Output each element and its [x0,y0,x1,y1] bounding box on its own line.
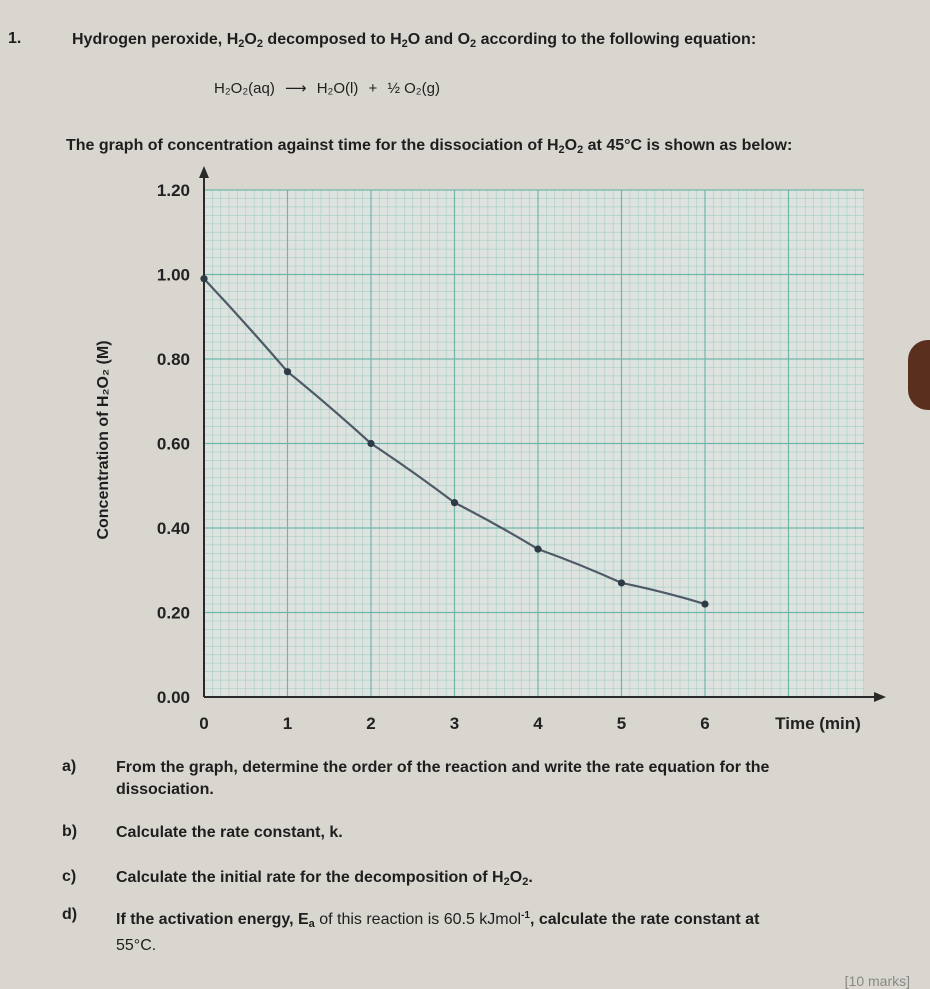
question-number: 1. [8,30,22,47]
x-tick-label: 3 [449,714,460,733]
data-point [200,275,207,282]
y-axis-label: Concentration of H₂O₂ (M) [95,340,112,540]
part-c-label: c) [62,868,77,885]
x-tick-label: 5 [616,714,627,733]
part-c-text: Calculate the initial rate for the decomposition of $H_2O_2$. [116,869,533,888]
data-point [534,546,541,553]
h2o2-formula: $H_2O_2$ [546,137,584,156]
x-tick-label: 0 [199,714,209,733]
part-b-label: b) [62,823,78,840]
y-tick-label: 0.40 [156,519,190,538]
y-tick-label: 0.80 [156,350,190,369]
part-d-text: If the activation energy, $E_a$ of this reaction is 60.5 kJmol$^{-1}$, calculate the rate constant at 55°C. [116,910,760,954]
y-axis-arrow [199,166,209,178]
data-point [701,600,708,607]
marks-label: [10 marks] [844,973,910,989]
h2o2-formula: $H_2O_2$ [226,31,263,50]
y-tick-label: 0.60 [156,434,190,454]
x-tick-label: 1 [282,714,293,733]
x-axis-arrow [874,692,886,702]
h2o-formula: $H_2O$ [390,31,421,50]
reaction-equation: H₂O₂(aq) ⟶ H₂O(l) + ½ O₂(g) [214,80,440,97]
y-tick-label: 0.20 [156,603,190,623]
data-point [284,368,291,375]
part-b-text: Calculate the rate constant, k. [116,824,343,841]
finger-edge [908,340,930,410]
o2-formula: $O_2$ [457,31,477,50]
data-point [367,440,374,447]
part-a-text: From the graph, determine the order of the reaction and write the rate equation for the dissociation. [116,759,770,798]
part-a-label: a) [62,758,77,775]
x-axis-label: Time (min) [775,714,861,733]
part-d-label: d) [62,906,78,923]
y-tick-label: 1.20 [156,181,190,200]
x-tick-label: 2 [366,714,376,733]
data-point [618,579,625,586]
data-point [451,499,458,506]
graph-intro: The graph of concentration against time for the dissociation of $H_2O_2$ at 45°C is shown as below: [66,137,793,156]
h2o2-formula: $H_2O_2$ [492,869,529,888]
y-tick-label: 0.00 [156,688,190,707]
x-tick-label: 6 [700,714,710,733]
question-intro: Hydrogen peroxide, $H_2O_2$ decomposed to $H_2O$ and $O_2$ according to the following equation: [72,31,757,50]
x-tick-label: 4 [533,714,543,733]
y-tick-label: 1.00 [156,265,190,285]
